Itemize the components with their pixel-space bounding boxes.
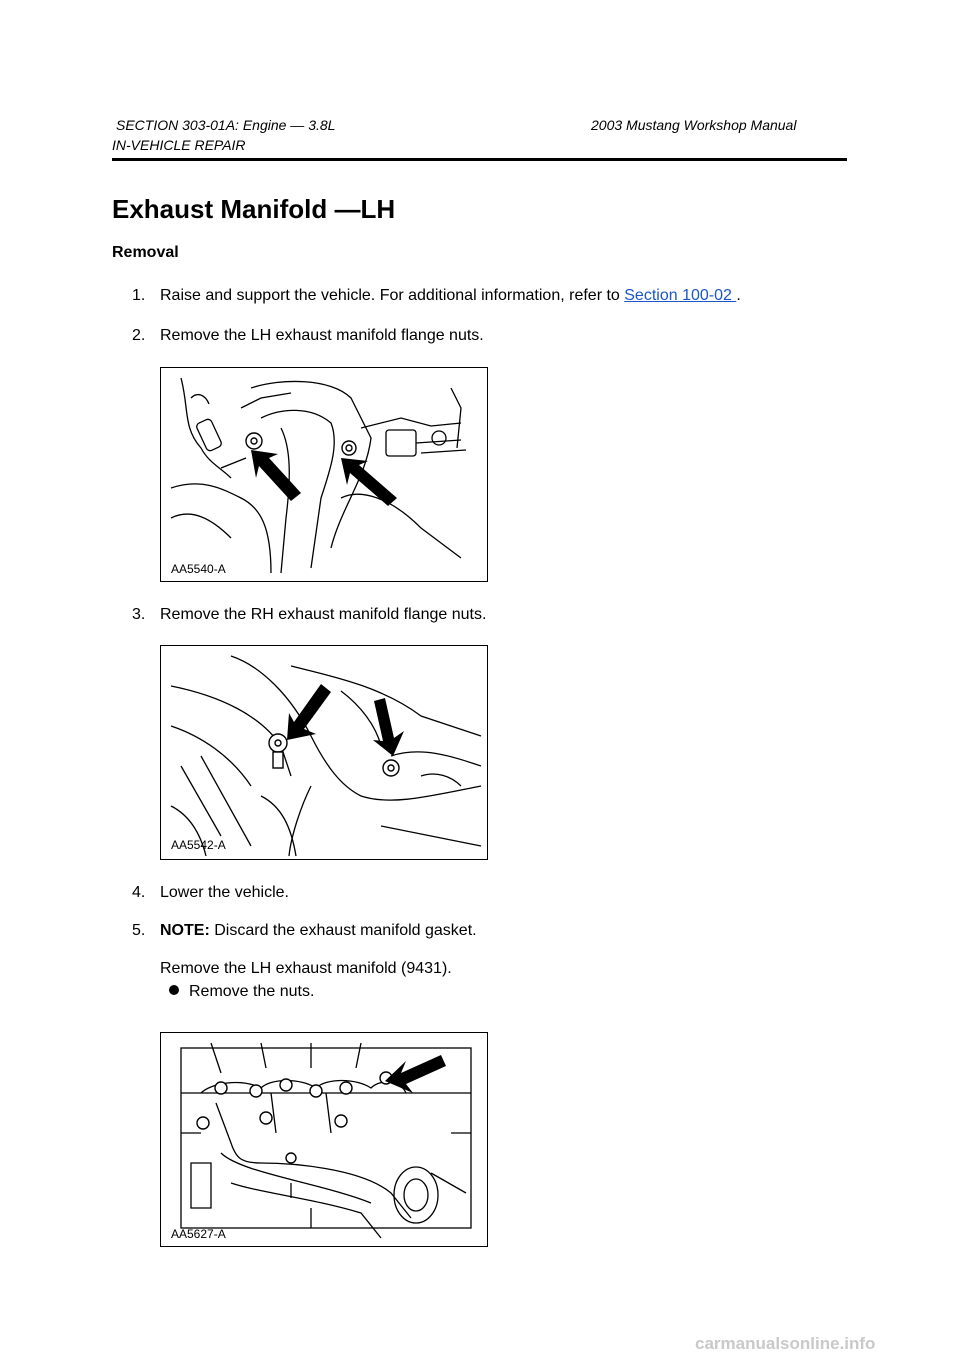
illustration-lh-manifold [161, 1033, 487, 1246]
figure-label: AA5540-A [171, 562, 226, 576]
step-number: 2. [132, 327, 146, 344]
header-manual-title: 2003 Mustang Workshop Manual [591, 117, 797, 133]
step-number: 5. [132, 922, 146, 939]
page-title: Exhaust Manifold —LH [112, 194, 396, 224]
watermark: carmanualsonline.info [695, 1334, 876, 1353]
step-text: Remove the RH exhaust manifold flange nuts. [160, 606, 487, 623]
figure-label: AA5542-A [171, 838, 226, 852]
step-text: Remove the LH exhaust manifold flange nuts. [160, 327, 484, 344]
removal-heading: Removal [112, 244, 179, 261]
step-number: 1. [132, 287, 146, 304]
step-5-text [160, 960, 452, 978]
figure-rh-flange-nuts [160, 645, 488, 860]
step-text-end: . [736, 287, 741, 304]
header-section: SECTION 303-01A: Engine — 3.8L [116, 117, 336, 133]
bullet-icon [169, 985, 179, 995]
step-text-body: Raise and support the vehicle. For additional information, refer to [160, 287, 625, 304]
note-label: NOTE: [160, 922, 210, 939]
header-subtitle: IN-VEHICLE REPAIR [112, 137, 246, 153]
step-number: 3. [132, 606, 146, 623]
figure-label: AA5627-A [171, 1227, 226, 1241]
bullet-text: Remove the nuts. [189, 983, 315, 1000]
note-text: Discard the exhaust manifold gasket. [209, 922, 477, 939]
illustration-lh-flange [161, 368, 487, 581]
figure-lh-manifold-removal [160, 1032, 488, 1247]
step-5-bullet [169, 983, 314, 1001]
step-text: Lower the vehicle. [160, 884, 289, 901]
illustration-rh-flange [161, 646, 487, 859]
step-text [160, 287, 741, 305]
step-note [160, 922, 477, 940]
header-divider [112, 158, 847, 161]
section-100-02-link[interactable]: Section 100-02 [624, 287, 737, 304]
figure-lh-flange-nuts [160, 367, 488, 582]
step-number: 4. [132, 884, 146, 901]
step-text: Remove the LH exhaust manifold (9431). [160, 960, 452, 977]
